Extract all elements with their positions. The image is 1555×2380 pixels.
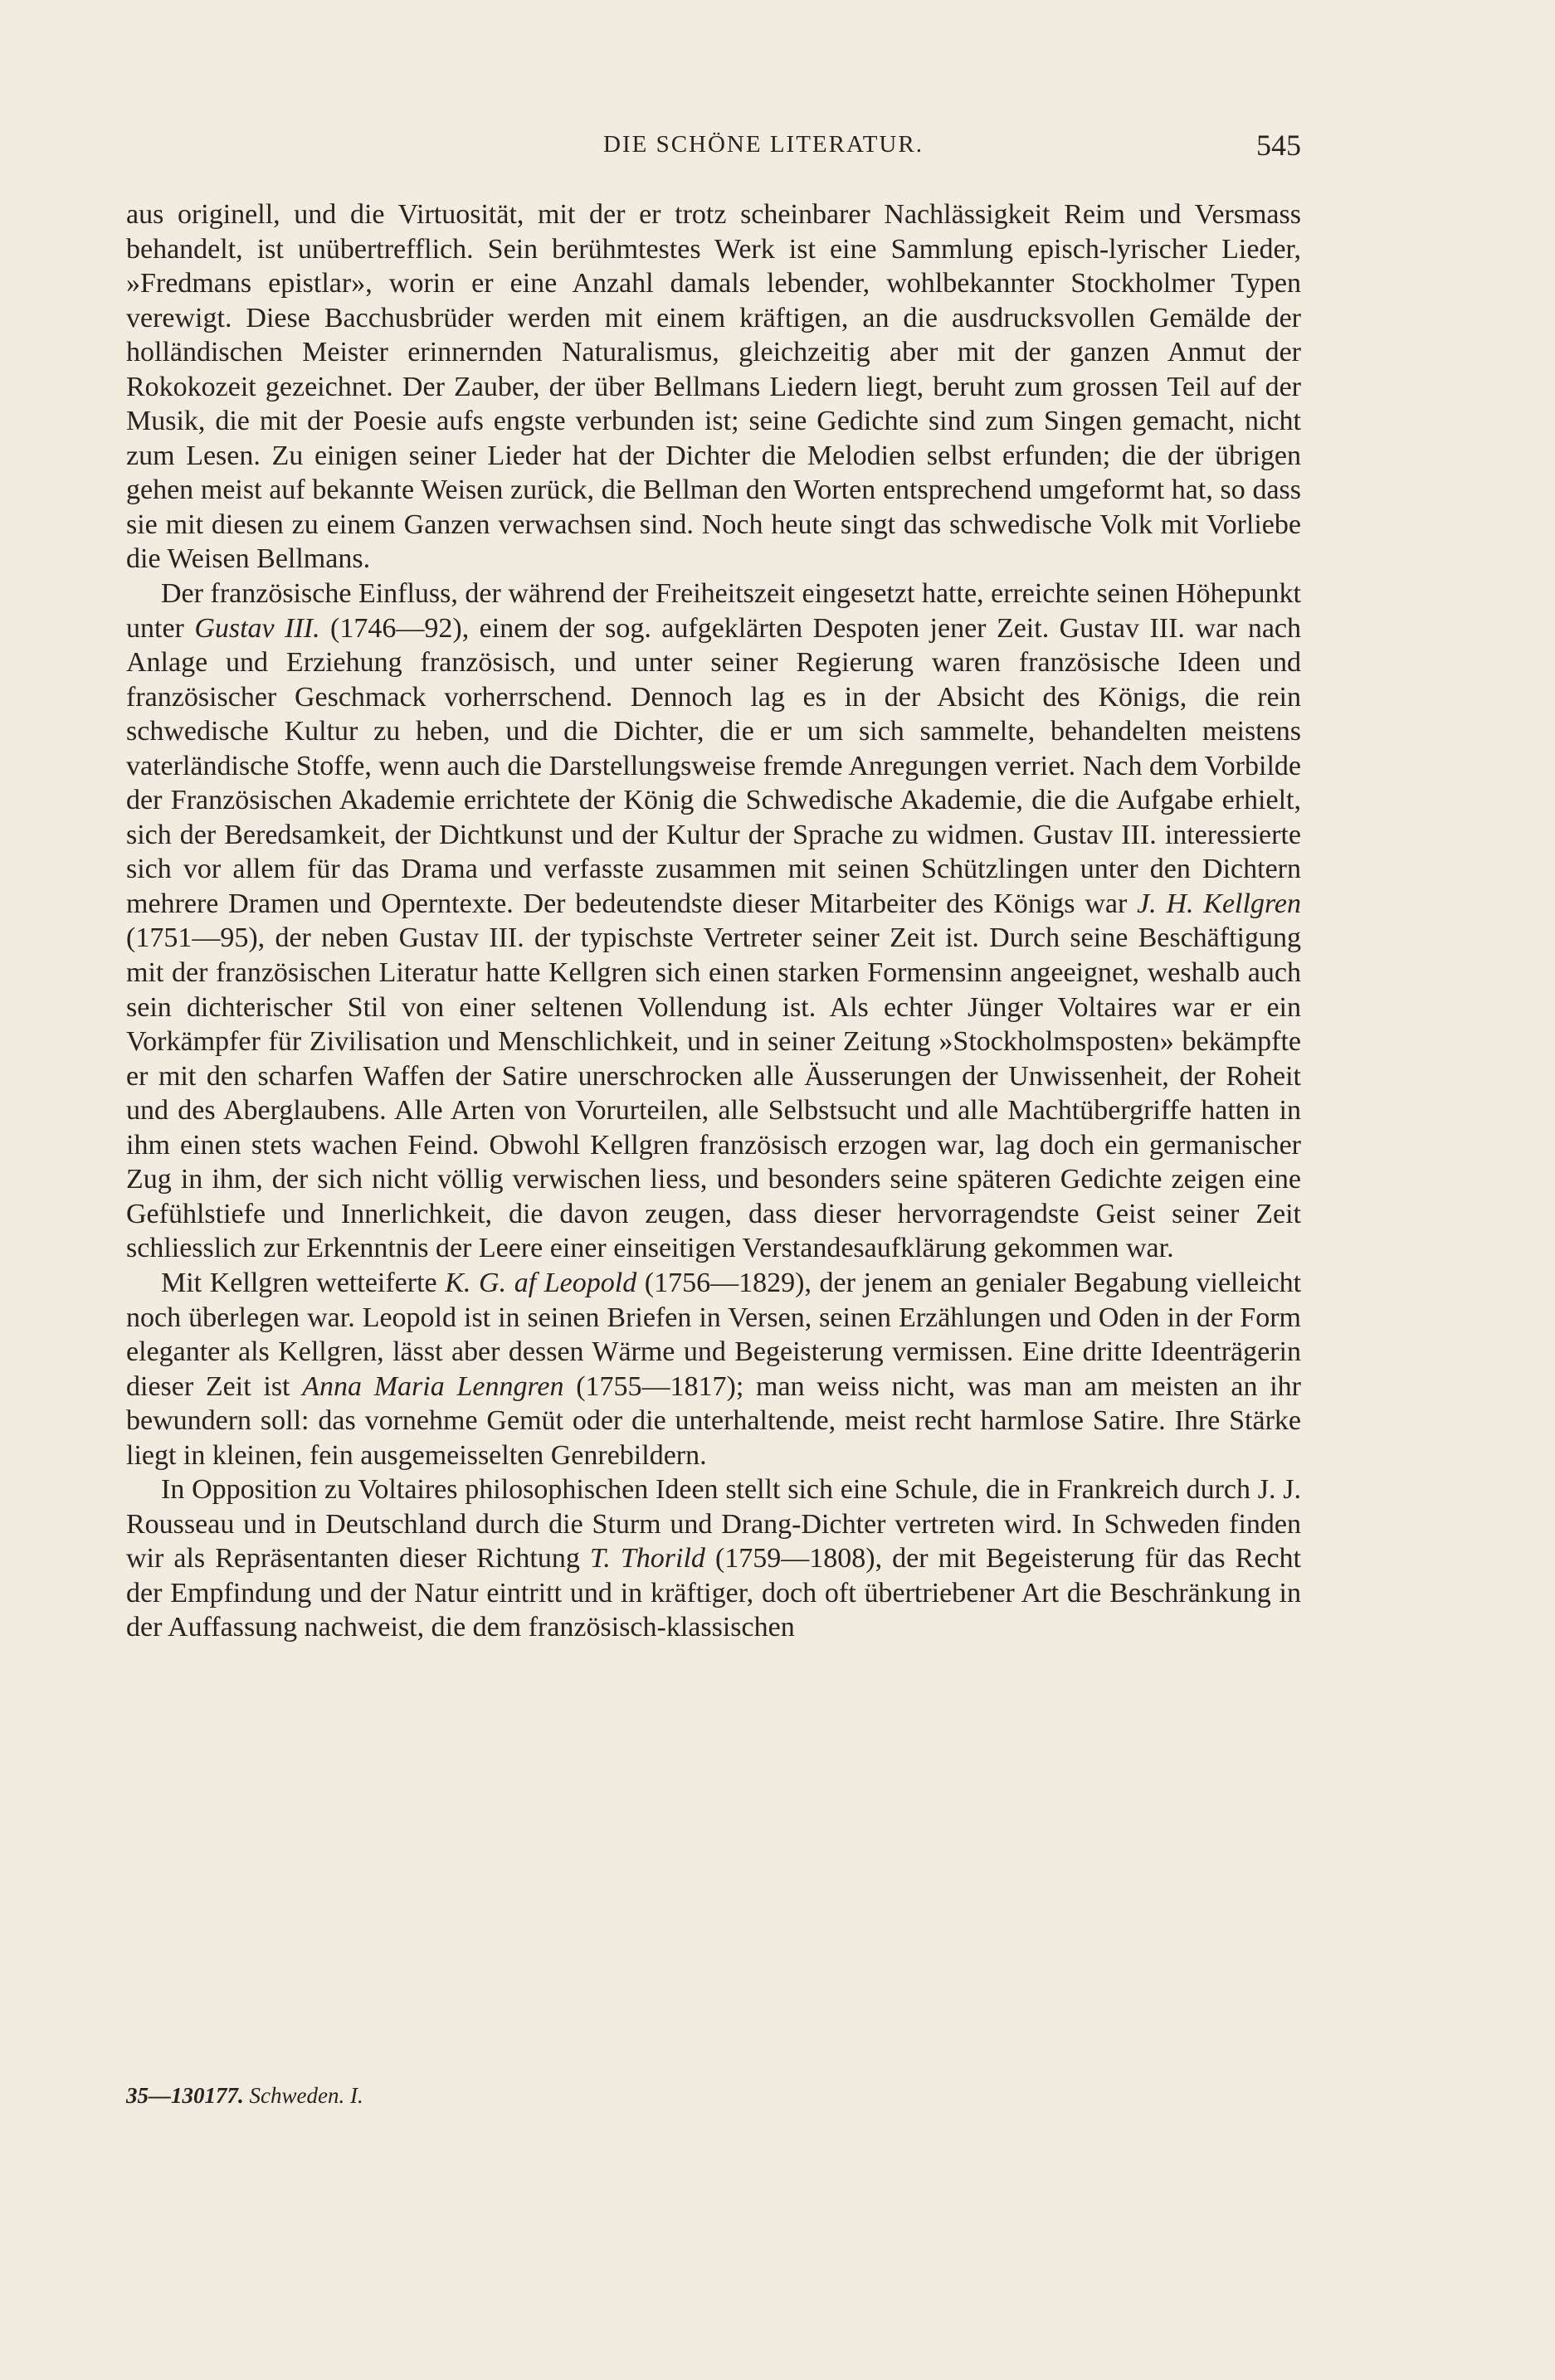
page-header — [126, 131, 1301, 168]
paragraph — [126, 1472, 1301, 1645]
running-title: DIE SCHÖNE LITERATUR. — [603, 131, 924, 158]
text-run: aus originell, und die Virtuosität, mit der er trotz scheinbarer Nachlässigkeit Reim und Versmass behandelt, ist unübertrefflich. Sein berühmtestes Werk ist eine Sammlung episch-lyrischer Lieder, »Fredmans epistlar», worin er eine Anzahl damals lebender, wohlbekannter Stockholmer Typen verewigt. Diese Bacchusbrüder werden mit einem kräftigen, an die ausdrucksvollen Gemälde der holländischen Meister erinnernden Naturalismus, gleichzeitig aber mit der ganzen Anmut der Rokokozeit gezeichnet. Der Zauber, der über Bellmans Liedern liegt, beruht zum grossen Teil auf der Musik, die mit der Poesie aufs engste verbunden ist; seine Gedichte sind zum Singen gemacht, nicht zum Lesen. Zu einigen seiner Lieder hat der Dichter die Melodien selbst erfunden; die der übrigen gehen meist auf bekannte Weisen zurück, die Bellman den Worten entsprechend umgeformt hat, so dass sie mit diesen zu einem Ganzen verwachsen sind. Noch heute singt das schwedische Volk mit Vorliebe die Weisen Bellmans. — [126, 199, 1301, 575]
paragraph — [126, 1266, 1301, 1472]
text-run: (1746—92), einem der sog. aufgeklärten Despoten jener Zeit. Gustav III. war nach Anlage und Erziehung französisch, und unter seiner Regierung waren französische Ideen und französischer Geschmack vorherrschend. Dennoch lag es in der Absicht des Königs, die rein schwedische Kultur zu heben, und die Dichter, die er um sich sammelte, behandelten meistens vaterländische Stoffe, wenn auch die Darstellungsweise fremde Anregungen verriet. Nach dem Vorbilde der Französischen Akademie errichtete der König die Schwedische Akademie, die die Aufgabe erhielt, sich der Beredsamkeit, der Dichtkunst und der Kultur der Sprache zu widmen. Gustav III. interessierte sich vor allem für das Drama und verfasste zusammen mit seinen Schützlingen unter den Dichtern mehrere Dramen und Operntexte. Der bedeutendste dieser Mitarbeiter des Königs war — [126, 612, 1301, 919]
paragraph — [126, 577, 1301, 1266]
italic-name: Gustav III. — [194, 612, 320, 644]
text-run: Der französische Einfluss, der während der Freiheitszeit eingesetzt hatte, erreichte seinen Höhepunkt unter — [126, 578, 1301, 644]
body-text — [126, 197, 1301, 1645]
italic-name: Anna Maria Lenngren — [302, 1370, 564, 1402]
page-number: 545 — [1256, 129, 1301, 162]
signature-source: Schweden. I. — [249, 2083, 363, 2108]
text-run: (1755—1817); man weiss nicht, was man am meisten an ihr bewundern soll: das vornehme Gemüt oder die unterhaltende, meist recht harmlose Satire. Ihre Stärke liegt in kleinen, fein ausgemeisselten Genrebildern. — [126, 1370, 1301, 1471]
italic-name: J. H. Kellgren — [1137, 888, 1302, 919]
printer-signature — [126, 2083, 363, 2109]
signature-mark: 35—130177. — [126, 2083, 244, 2108]
paragraph — [126, 197, 1301, 577]
text-run: (1759—1808), der mit Begeisterung für das Recht der Empfindung und der Natur eintritt und in kräftiger, doch oft übertriebener Art die Beschränkung in der Auffassung nachweist, die dem französisch-klassischen — [126, 1543, 1301, 1643]
text-run: (1751—95), der neben Gustav III. der typischste Vertreter seiner Zeit ist. Durch seine Beschäftigung mit der französischen Literatur hatte Kellgren sich einen starken Formensinn angeeignet, weshalb auch sein dichterischer Stil von einer seltenen Vollendung ist. Als echter Jünger Voltaires war er ein Vorkämpfer für Zivilisation und Menschlichkeit, und in seiner Zeitung »Stockholmsposten» bekämpfte er mit den scharfen Waffen der Satire unerschrocken alle Äusserungen der Unwissenheit, der Roheit und des Aberglaubens. Alle Arten von Vorurteilen, alle Selbstsucht und alle Machtübergriffe hatten in ihm einen stets wachen Feind. Obwohl Kellgren französisch erzogen war, lag doch ein germanischer Zug in ihm, der sich nicht völlig verwischen liess, und besonders seine späteren Gedichte zeigen eine Gefühlstiefe und Innerlichkeit, die davon zeugen, dass dieser hervorragendste Geist seiner Zeit schliesslich zur Erkenntnis der Leere einer einseitigen Verstandesaufklärung gekommen war. — [126, 922, 1301, 1264]
text-run: In Opposition zu Voltaires philosophischen Ideen stellt sich eine Schule, die in Frankreich durch J. J. Rousseau und in Deutschland durch die Sturm und Drang-Dichter vertreten wird. In Schweden finden wir als Repräsentanten dieser Richtung — [126, 1474, 1301, 1574]
text-run: Mit Kellgren wetteiferte — [161, 1267, 446, 1298]
italic-name: K. G. af Leopold — [445, 1267, 637, 1298]
text-run: (1756—1829), der jenem an genialer Begabung vielleicht noch überlegen war. Leopold ist in seinen Briefen in Versen, seinen Erzählungen und Oden in der Form eleganter als Kellgren, lässt aber dessen Wärme und Begeisterung vermissen. Eine dritte Ideenträgerin dieser Zeit ist — [126, 1267, 1302, 1402]
italic-name: T. Thorild — [589, 1543, 705, 1574]
